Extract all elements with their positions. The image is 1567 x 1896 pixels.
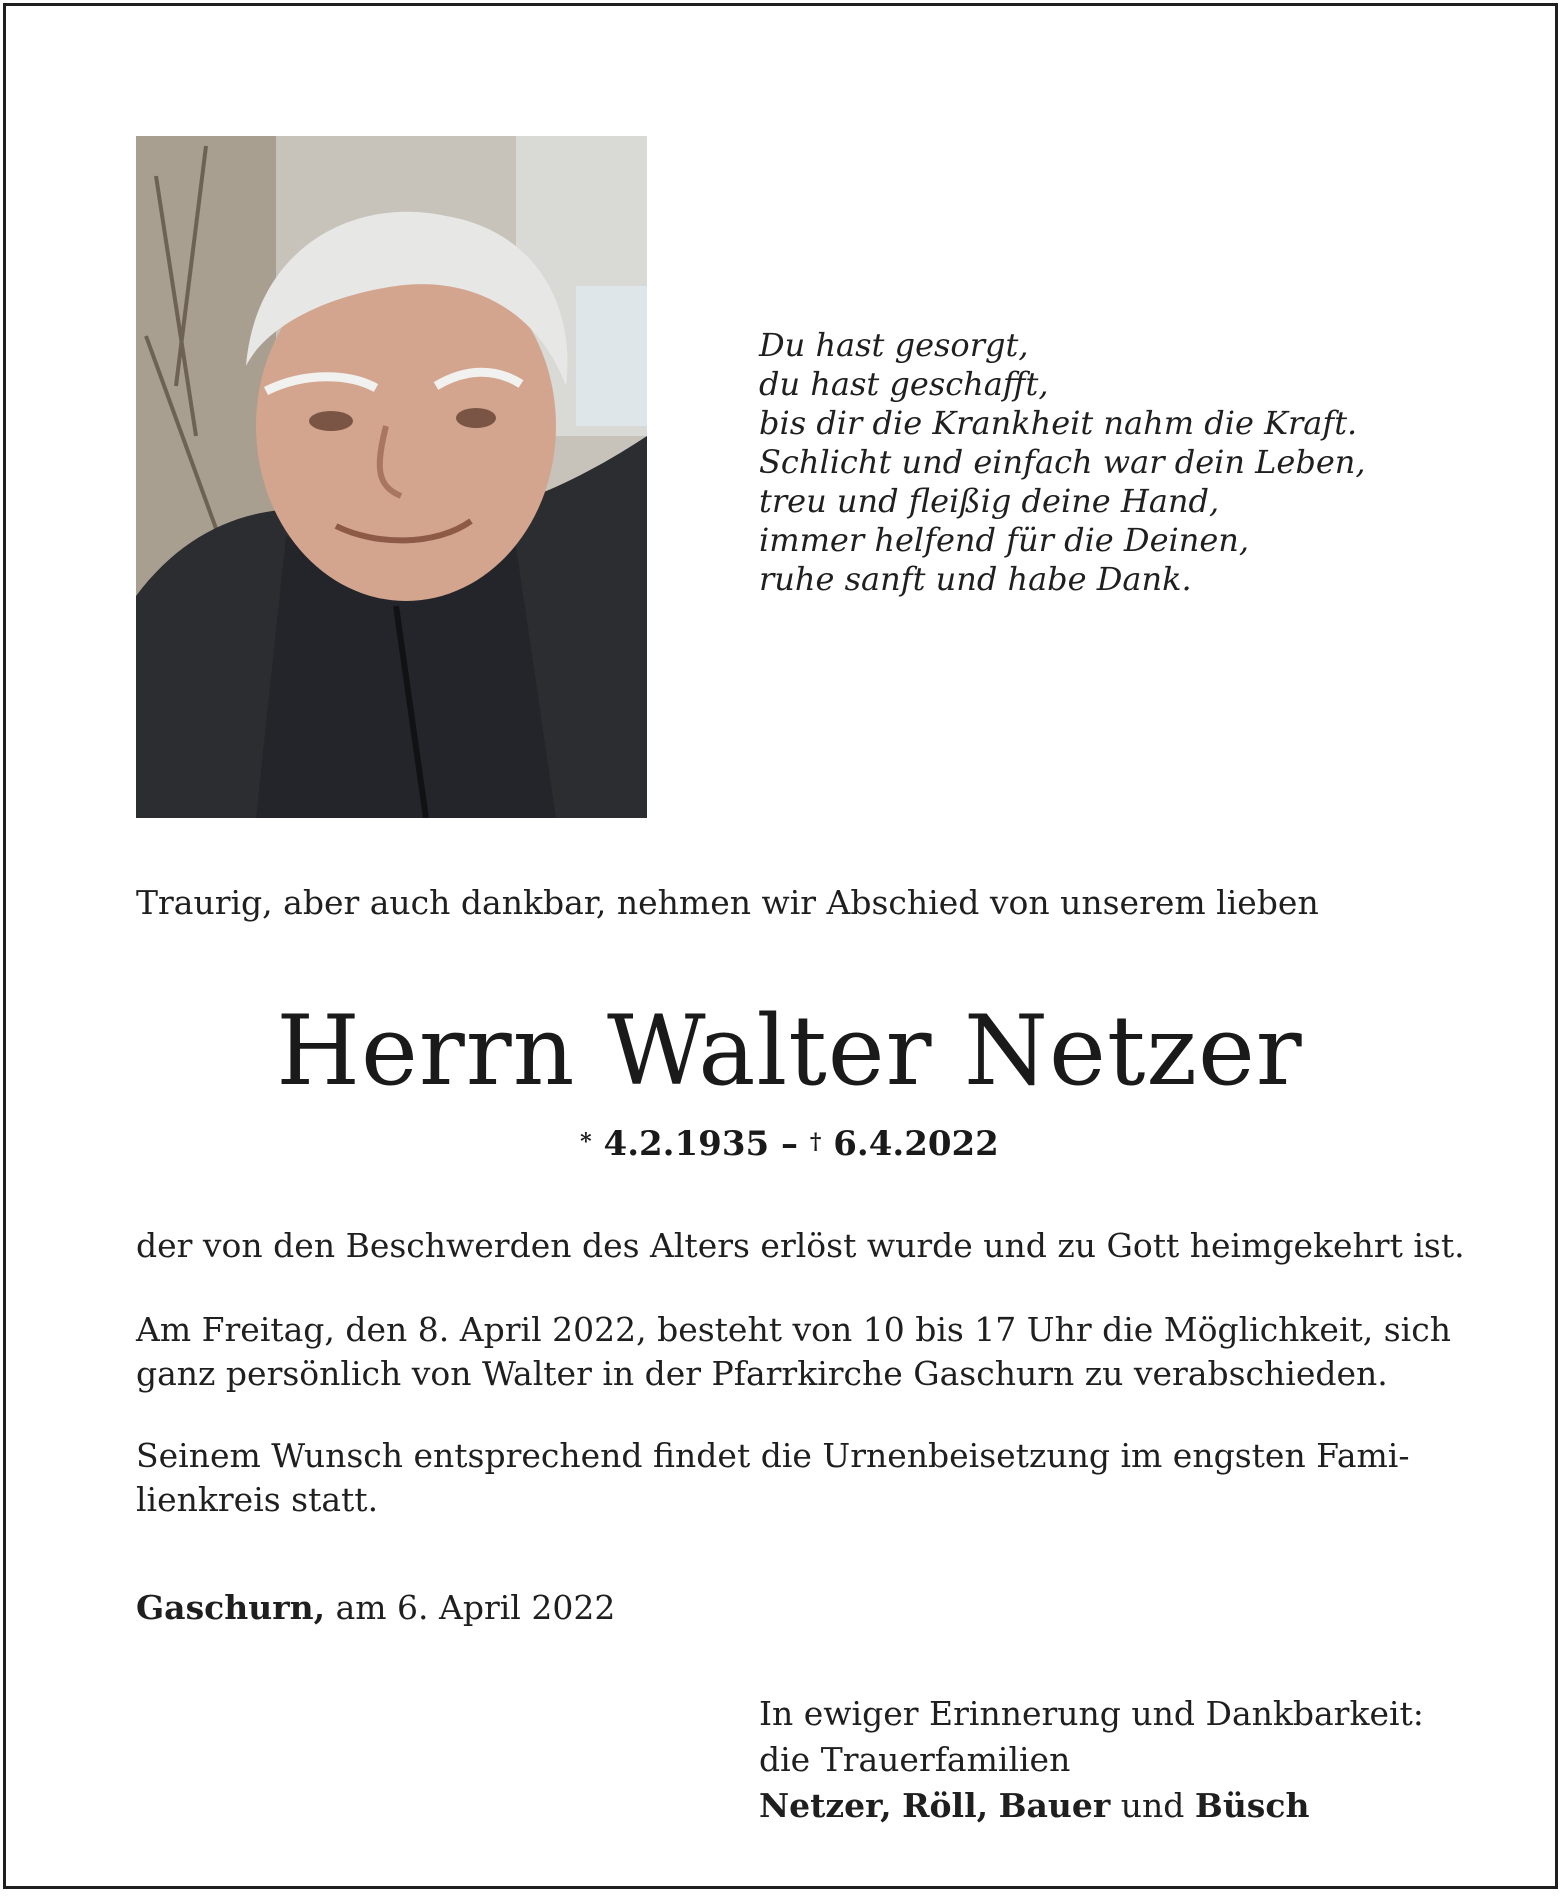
date-separator: – — [781, 1124, 798, 1164]
death-symbol: † — [809, 1129, 822, 1155]
family-name: Büsch — [1194, 1786, 1310, 1825]
memorial-poem — [759, 326, 1479, 599]
signoff-line: die Trauerfamilien — [759, 1740, 1071, 1779]
burial-line: Seinem Wunsch entsprechend findet die Urnenbeisetzung im engsten Fami- — [136, 1436, 1410, 1475]
family-names — [759, 1783, 1479, 1829]
released-paragraph: der von den Beschwerden des Alters erlöst wurde und zu Gott heimgekehrt ist. — [136, 1226, 1465, 1265]
poem-line: treu und fleißig deine Hand, — [759, 482, 1220, 520]
obituary-card — [3, 3, 1558, 1889]
death-date: 6.4.2022 — [833, 1124, 999, 1164]
place-and-date — [136, 1586, 1456, 1630]
birth-symbol: * — [580, 1129, 592, 1155]
portrait-image — [136, 136, 647, 818]
poem-line: du hast geschafft, — [759, 365, 1049, 403]
signoff — [759, 1691, 1479, 1829]
signoff-line: In ewiger Erinnerung und Dankbarkeit: — [759, 1694, 1424, 1733]
farewell-line: Am Freitag, den 8. April 2022, besteht von 10 bis 17 Uhr die Möglichkeit, sich — [136, 1310, 1451, 1349]
place-date: am 6. April 2022 — [335, 1588, 616, 1627]
farewell-line: ganz persönlich von Walter in der Pfarrkirche Gaschurn zu verabschieden. — [136, 1354, 1388, 1393]
birth-date: 4.2.1935 — [603, 1124, 770, 1164]
poem-line: ruhe sanft und habe Dank. — [759, 560, 1192, 598]
portrait-photo — [136, 136, 647, 818]
poem-line: bis dir die Krankheit nahm die Kraft. — [759, 404, 1358, 442]
farewell-paragraph — [136, 1308, 1456, 1396]
family-name: Bauer — [998, 1786, 1111, 1825]
place-town: Gaschurn, — [136, 1588, 326, 1627]
burial-line: lienkreis statt. — [136, 1480, 379, 1519]
family-name: Netzer, — [759, 1786, 892, 1825]
poem-line: Du hast gesorgt, — [759, 326, 1029, 364]
family-conjunction: und — [1120, 1786, 1185, 1825]
life-dates — [6, 1121, 1567, 1171]
poem-line: Schlicht und einfach war dein Leben, — [759, 443, 1366, 481]
deceased-name: Herrn Walter Netzer — [276, 995, 1303, 1107]
poem-line: immer helfend für die Deinen, — [759, 521, 1250, 559]
intro-text: Traurig, aber auch dankbar, nehmen wir Abschied von unserem lieben — [136, 883, 1319, 922]
burial-paragraph — [136, 1434, 1456, 1522]
family-name: Röll, — [902, 1786, 989, 1825]
